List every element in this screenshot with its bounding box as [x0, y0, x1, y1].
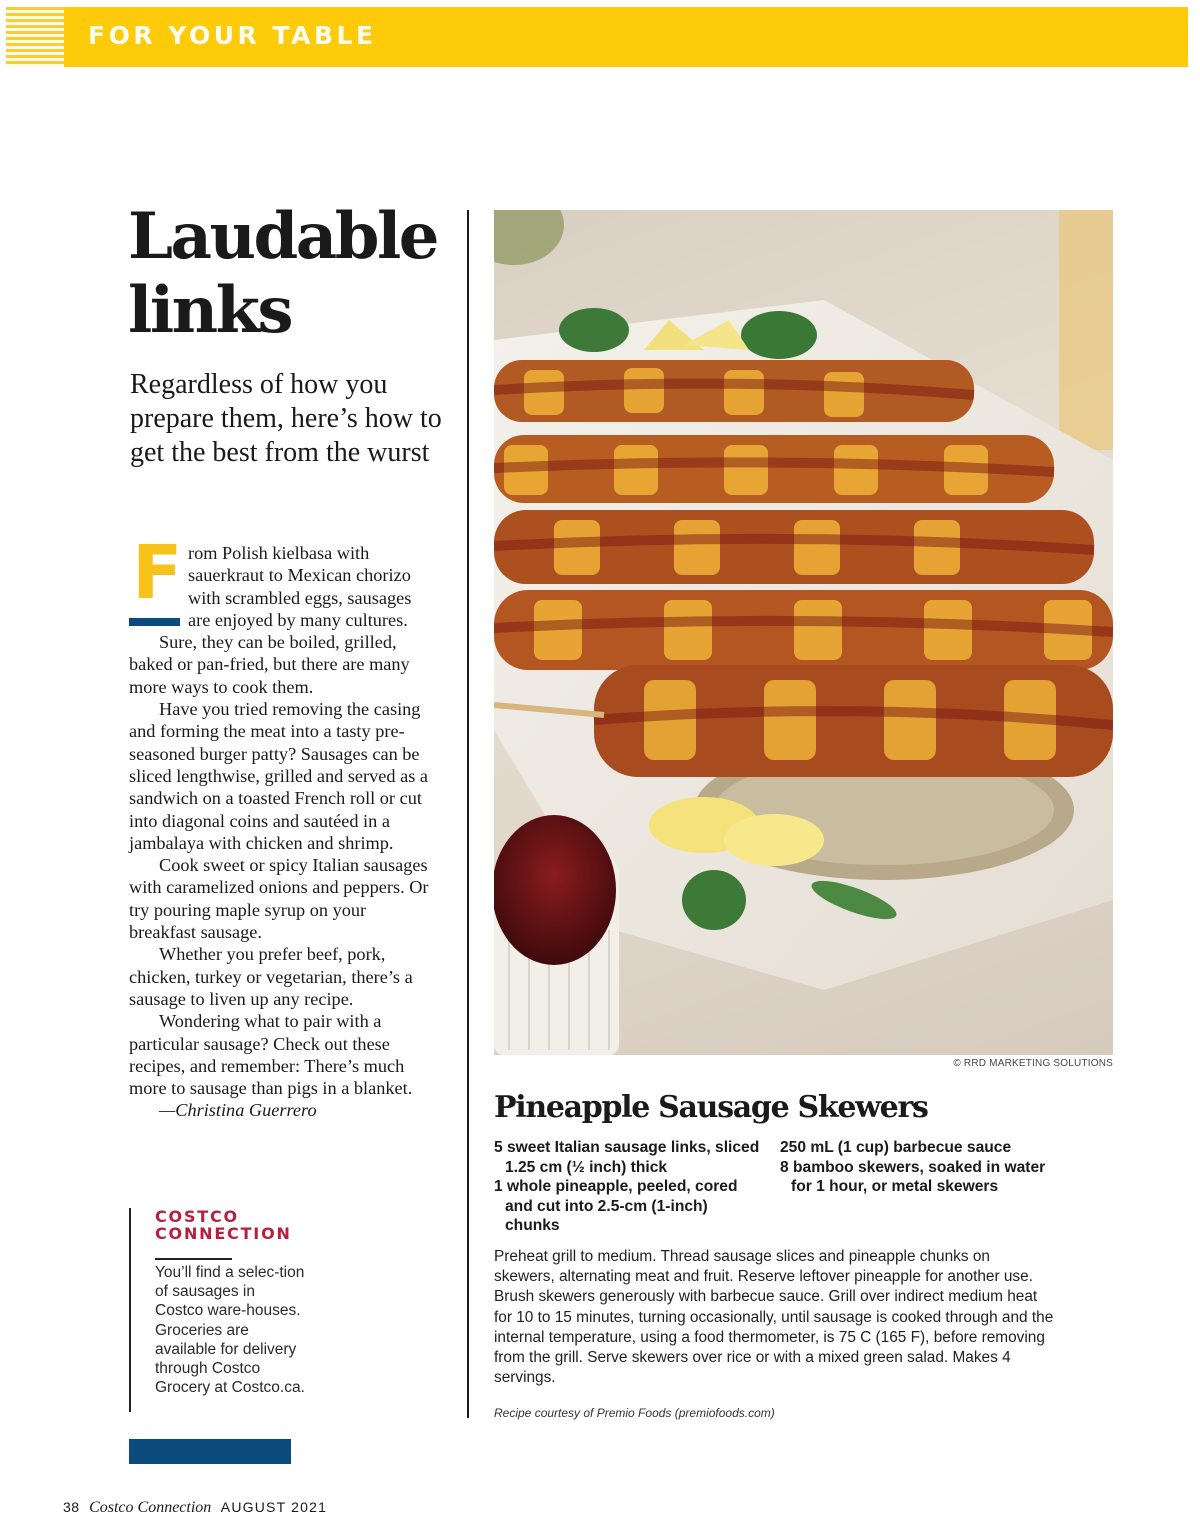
- costco-connection-sidebar: [129, 1208, 331, 1412]
- ingredient-item: 8 bamboo skewers, soaked in water for 1 hour, or metal skewers: [780, 1158, 1046, 1196]
- ingredient-item: 1 whole pineapple, peeled, cored and cut into 2.5-cm (1-inch) chunks: [494, 1178, 738, 1235]
- skewers-illustration: [494, 210, 1113, 1055]
- headline-line-2: links: [128, 273, 292, 348]
- body-paragraph: Have you tried removing the casing and forming the meat into a tasty pre-seasoned burger patty? Sausages can be sliced lengthwise, grilled and served as a sandwich on a toasted French roll or cut into diagonal coins and sautéed in a jambalaya with chicken and shrimp.: [129, 699, 429, 853]
- page-number: 38: [63, 1499, 80, 1515]
- body-paragraph: Wondering what to pair with a particular sausage? Check out these recipes, and remember: There’s much more to sausage than pigs in a blanket.: [129, 1011, 413, 1099]
- column-divider: [467, 210, 469, 1418]
- headline-line-1: Laudable: [128, 199, 437, 274]
- ingredients-list-right: [780, 1138, 1060, 1197]
- ingredient-item: 5 sweet Italian sausage links, sliced 1.25 cm (½ inch) thick: [494, 1139, 760, 1176]
- ingredients-list-left: [494, 1138, 764, 1236]
- sidebar-title-line-2: CONNECTION: [155, 1224, 292, 1243]
- dropcap-letter: F: [132, 530, 183, 616]
- paragraph-text: rom Polish kielbasa with sauerkraut to Mexican chorizo with scrambled eggs, sausages are enjoyed by many cultures.: [188, 543, 412, 630]
- body-paragraph: Whether you prefer beef, pork, chicken, turkey or vegetarian, there’s a sausage to liven up any recipe.: [129, 944, 413, 1009]
- article-dek: Regardless of how you prepare them, here’s how to get the best from the wurst: [130, 369, 442, 468]
- sidebar-title: [155, 1208, 292, 1242]
- issue-date: AUGUST 2021: [220, 1499, 328, 1515]
- article-body: [129, 530, 429, 1122]
- ingredient-item: 250 mL (1 cup) barbecue sauce: [780, 1139, 1012, 1156]
- section-title: FOR YOUR TABLE: [88, 21, 377, 50]
- dropcap: [129, 530, 187, 630]
- body-paragraph: Sure, they can be boiled, grilled, baked or pan-fried, but there are many more ways to cook them.: [129, 632, 410, 697]
- photo-credit: © RRD MARKETING SOLUTIONS: [953, 1058, 1113, 1069]
- byline: —Christina Guerrero: [159, 1100, 317, 1121]
- body-paragraph: Cook sweet or spicy Italian sausages with caramelized onions and peppers. Or try pouring maple syrup on your breakfast sausage.: [129, 855, 429, 943]
- sidebar-text: You’ll find a selec-tion of sausages in Costco ware-houses. Groceries are available for delivery through Costco Grocery at Costco.ca.: [155, 1264, 305, 1397]
- recipe-title: Pineapple Sausage Skewers: [494, 1090, 928, 1125]
- sidebar-rule: [155, 1258, 232, 1260]
- navy-accent-bar: [129, 1439, 291, 1464]
- magazine-name: Costco Connection: [89, 1499, 212, 1516]
- section-banner: [6, 7, 1188, 67]
- dropcap-bar-decoration: [129, 618, 180, 626]
- recipe-directions: Preheat grill to medium. Thread sausage slices and pineapple chunks on skewers, alternating meat and fruit. Reserve leftover pineapple for another use. Brush skewers generously with barbecue sauce. Grill over indirect medium heat for 10 to 15 minutes, turning occasionally, until sausage is cooked through and the internal temperature, using a food thermometer, is 75 C (165 F), before removing from the grill. Serve skewers over rice or with a mixed green salad. Makes 4 servings.: [494, 1248, 1054, 1387]
- recipe-photo: [494, 210, 1113, 1055]
- banner-stripes-decoration: [6, 7, 64, 67]
- recipe-courtesy: Recipe courtesy of Premio Foods (premiofoods.com): [494, 1406, 775, 1420]
- body-paragraph: [129, 530, 429, 631]
- sidebar-title-line-1: COSTCO: [155, 1207, 239, 1226]
- article-headline: [128, 200, 437, 348]
- page-folio: [63, 1499, 327, 1517]
